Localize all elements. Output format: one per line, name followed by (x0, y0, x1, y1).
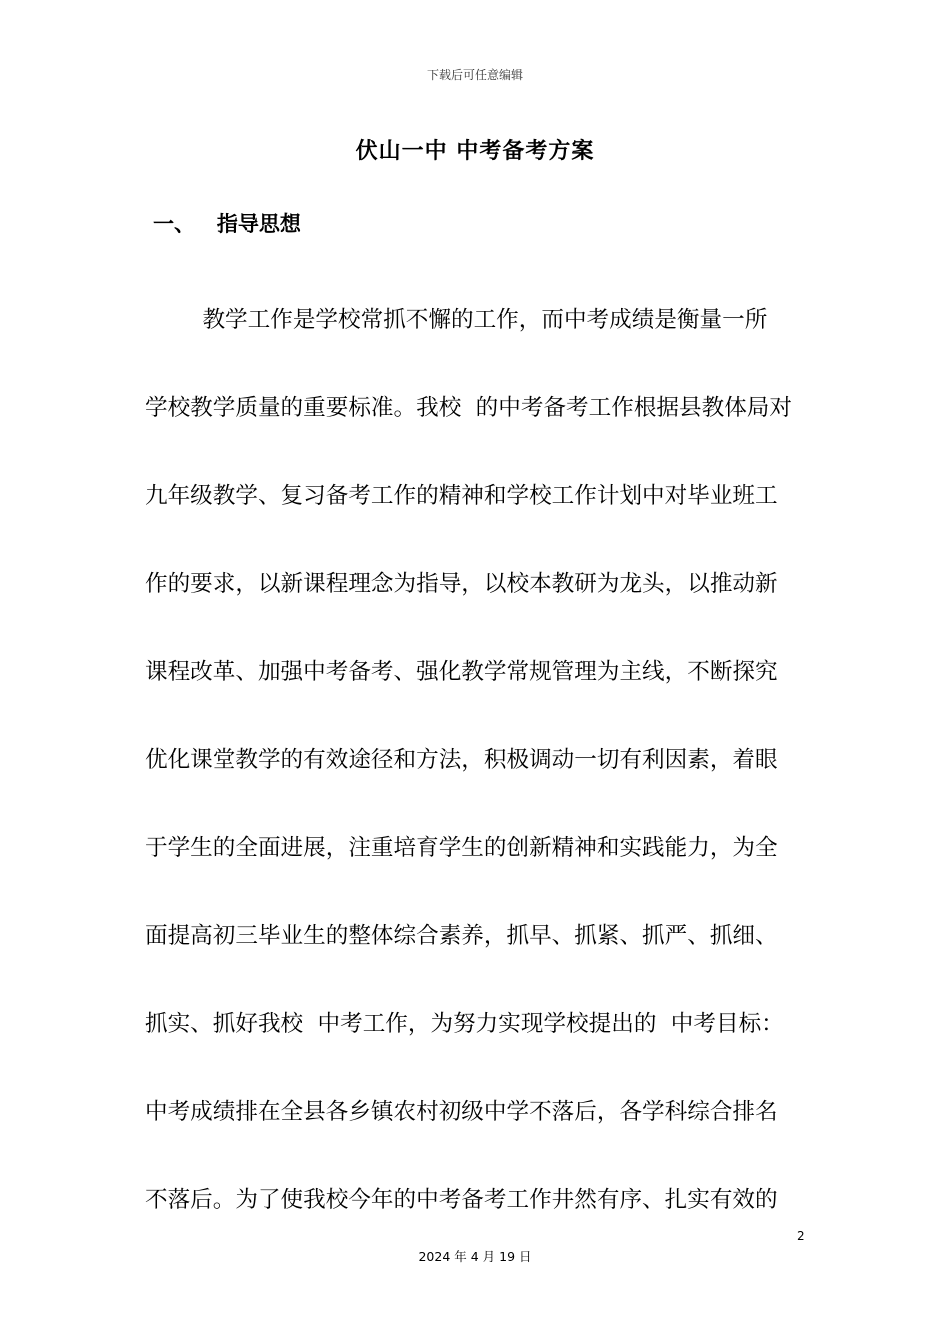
body-line: 教学工作是学校常抓不懈的工作，而中考成绩是衡量一所 (145, 307, 768, 333)
section-heading: 一、 指导思想 (153, 212, 301, 236)
body-line: 中考成绩排在全县各乡镇农村初级中学不落后，各学科综合排名 (145, 1099, 778, 1125)
body-line: 作的要求，以新课程理念为指导，以校本教研为龙头，以推动新 (145, 571, 778, 597)
body-line: 不落后。为了使我校今年的中考备考工作井然有序、扎实有效的 (145, 1187, 778, 1213)
body-line: 优化课堂教学的有效途径和方法，积极调动一切有利因素，着眼 (145, 747, 778, 773)
body-line: 于学生的全面进展，注重培育学生的创新精神和实践能力，为全 (145, 835, 778, 861)
body-line: 学校教学质量的重要标准。我校 的中考备考工作根据县教体局对 (145, 395, 792, 421)
body-line: 抓实、抓好我校 中考工作，为努力实现学校提出的 中考目标： (145, 1011, 784, 1037)
body-paragraph (145, 276, 805, 1244)
body-line: 面提高初三毕业生的整体综合素养，抓早、抓紧、抓严、抓细、 (145, 923, 778, 949)
footer-date: 2024 年 4 月 19 日 (418, 1249, 532, 1264)
body-line: 课程改革、加强中考备考、强化教学常规管理为主线，不断探究 (145, 659, 778, 685)
page-number: 2 (797, 1229, 805, 1243)
header-note: 下载后可任意编辑 (426, 68, 523, 82)
document-title: 伏山一中 中考备考方案 (355, 139, 595, 164)
body-line: 九年级教学、复习备考工作的精神和学校工作计划中对毕业班工 (145, 483, 778, 509)
